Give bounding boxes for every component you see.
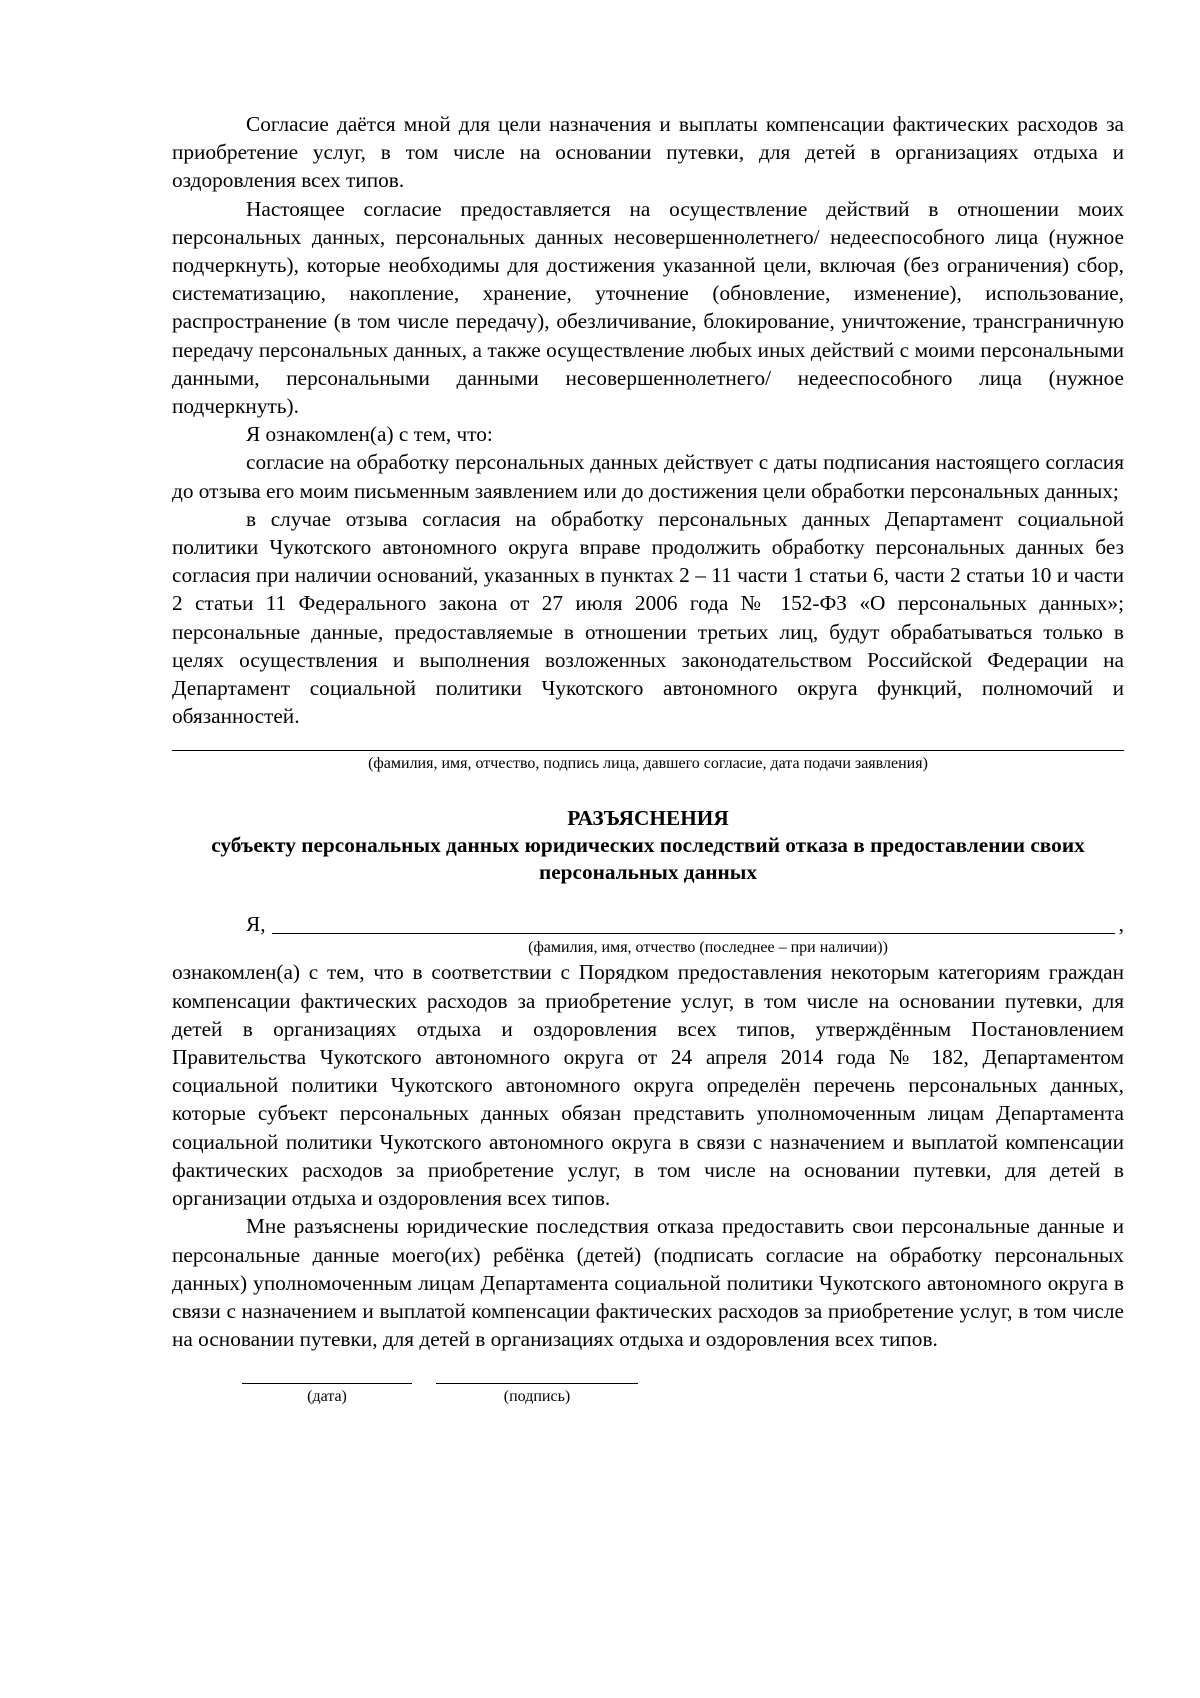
- signature-label: (подпись): [503, 1388, 571, 1406]
- paragraph-consequences: Мне разъяснены юридические последствия отказа предоставить свои персональные данные и персональные данные моего(их) ребёнка (детей) (подписать согласие на обработку персональных данных) уполномоченным лицам Департамента социальной политики Чукотского автономного округа в связи с назначением и выплатой компенсации фактических расходов за приобретение услуг, в том числе на основании путевки, для детей в организациях отдыха и оздоровления всех типов.: [172, 1214, 1124, 1352]
- paragraph-consent-withdrawal: в случае отзыва согласия на обработку персональных данных Департамент социальной политики Чукотского автономного округа вправе продолжить обработку персональных данных без согласия при наличии оснований, указанных в пунктах 2 – 11 части 1 статьи 6, части 2 статьи 10 и части 2 статьи 11 Федерального закона от 27 июля 2006 года № 152-ФЗ «О персональных данных»; персональные данные, предоставляемые в отношении третьих лиц, будут обрабатываться только в целях осуществления и выполнения возложенных законодательством Российской Федерации на Департамент социальной политики Чукотского автономного округа функций, полномочий и обязанностей.: [172, 506, 1124, 729]
- name-field-prefix: Я,: [246, 912, 266, 937]
- name-field-caption: (фамилия, имя, отчество (последнее – при наличии)): [528, 939, 888, 957]
- signature-line[interactable]: [172, 750, 1124, 751]
- bottom-fields: [172, 1383, 1124, 1408]
- section-subheading: субъекту персональных данных юридических последствий отказа в предоставлении своих персональных данных: [211, 833, 1085, 885]
- paragraph-consent-validity: согласие на обработку персональных данных действует с даты подписания настоящего согласия до отзыва его моим письменным заявлением или до достижения цели обработки персональных данных;: [172, 450, 1124, 503]
- paragraph-acknowledged: Я ознакомлен(а) с тем, что:: [246, 422, 493, 447]
- date-field: [242, 1383, 412, 1408]
- paragraph-consent-actions: Настоящее согласие предоставляется на осуществление действий в отношении моих персональных данных, персональных данных несовершеннолетнего/ недееспособного лица (нужное подчеркнуть), которые необходимы для достижения указанной цели, включая (без ограничения) сбор, систематизацию, накопление, хранение, уточнение (обновление, изменение), использование, распространение (в том числе передачу), обезличивание, блокирование, уничтожение, трансграничную передачу персональных данных, а также осуществление любых иных действий с моими персональными данными, персональными данными несовершеннолетнего/ недееспособного лица (нужное подчеркнуть).: [172, 196, 1124, 419]
- signature-field: [436, 1383, 638, 1408]
- name-field-line[interactable]: [272, 911, 1115, 934]
- date-label: (дата): [307, 1388, 347, 1406]
- paragraph-familiarized: ознакомлен(а) с тем, что в соответствии с Порядком предоставления некоторым категориям граждан компенсации фактических расходов за приобретение услуг, в том числе на основании путевки, для детей в организациях отдыха и оздоровления всех типов, утверждённым Постановлением Правительства Чукотского автономного округа от 24 апреля 2014 года № 182, Департаментом социальной политики Чукотского автономного округа определён перечень персональных данных, которые субъект персональных данных обязан представить уполномоченным лицам Департамента социальной политики Чукотского автономного округа в связи с назначением и выплатой компенсации фактических расходов за приобретение услуг, в том числе на основании путевки, для детей в организации отдыха и оздоровления всех типов.: [172, 960, 1124, 1211]
- section-heading: РАЗЪЯСНЕНИЯ: [567, 806, 729, 831]
- paragraph-consent-purpose: Согласие даётся мной для цели назначения и выплаты компенсации фактических расходов за приобретение услуг, в том числе на основании путевки, для детей в организациях отдыха и оздоровления всех типов.: [172, 112, 1124, 193]
- name-field-suffix: ,: [1118, 912, 1124, 937]
- signature-field-line[interactable]: [436, 1383, 638, 1384]
- name-field-row: [172, 908, 1124, 938]
- signature-caption: (фамилия, имя, отчество, подпись лица, давшего согласие, дата подачи заявления): [368, 755, 928, 773]
- date-line[interactable]: [242, 1383, 412, 1384]
